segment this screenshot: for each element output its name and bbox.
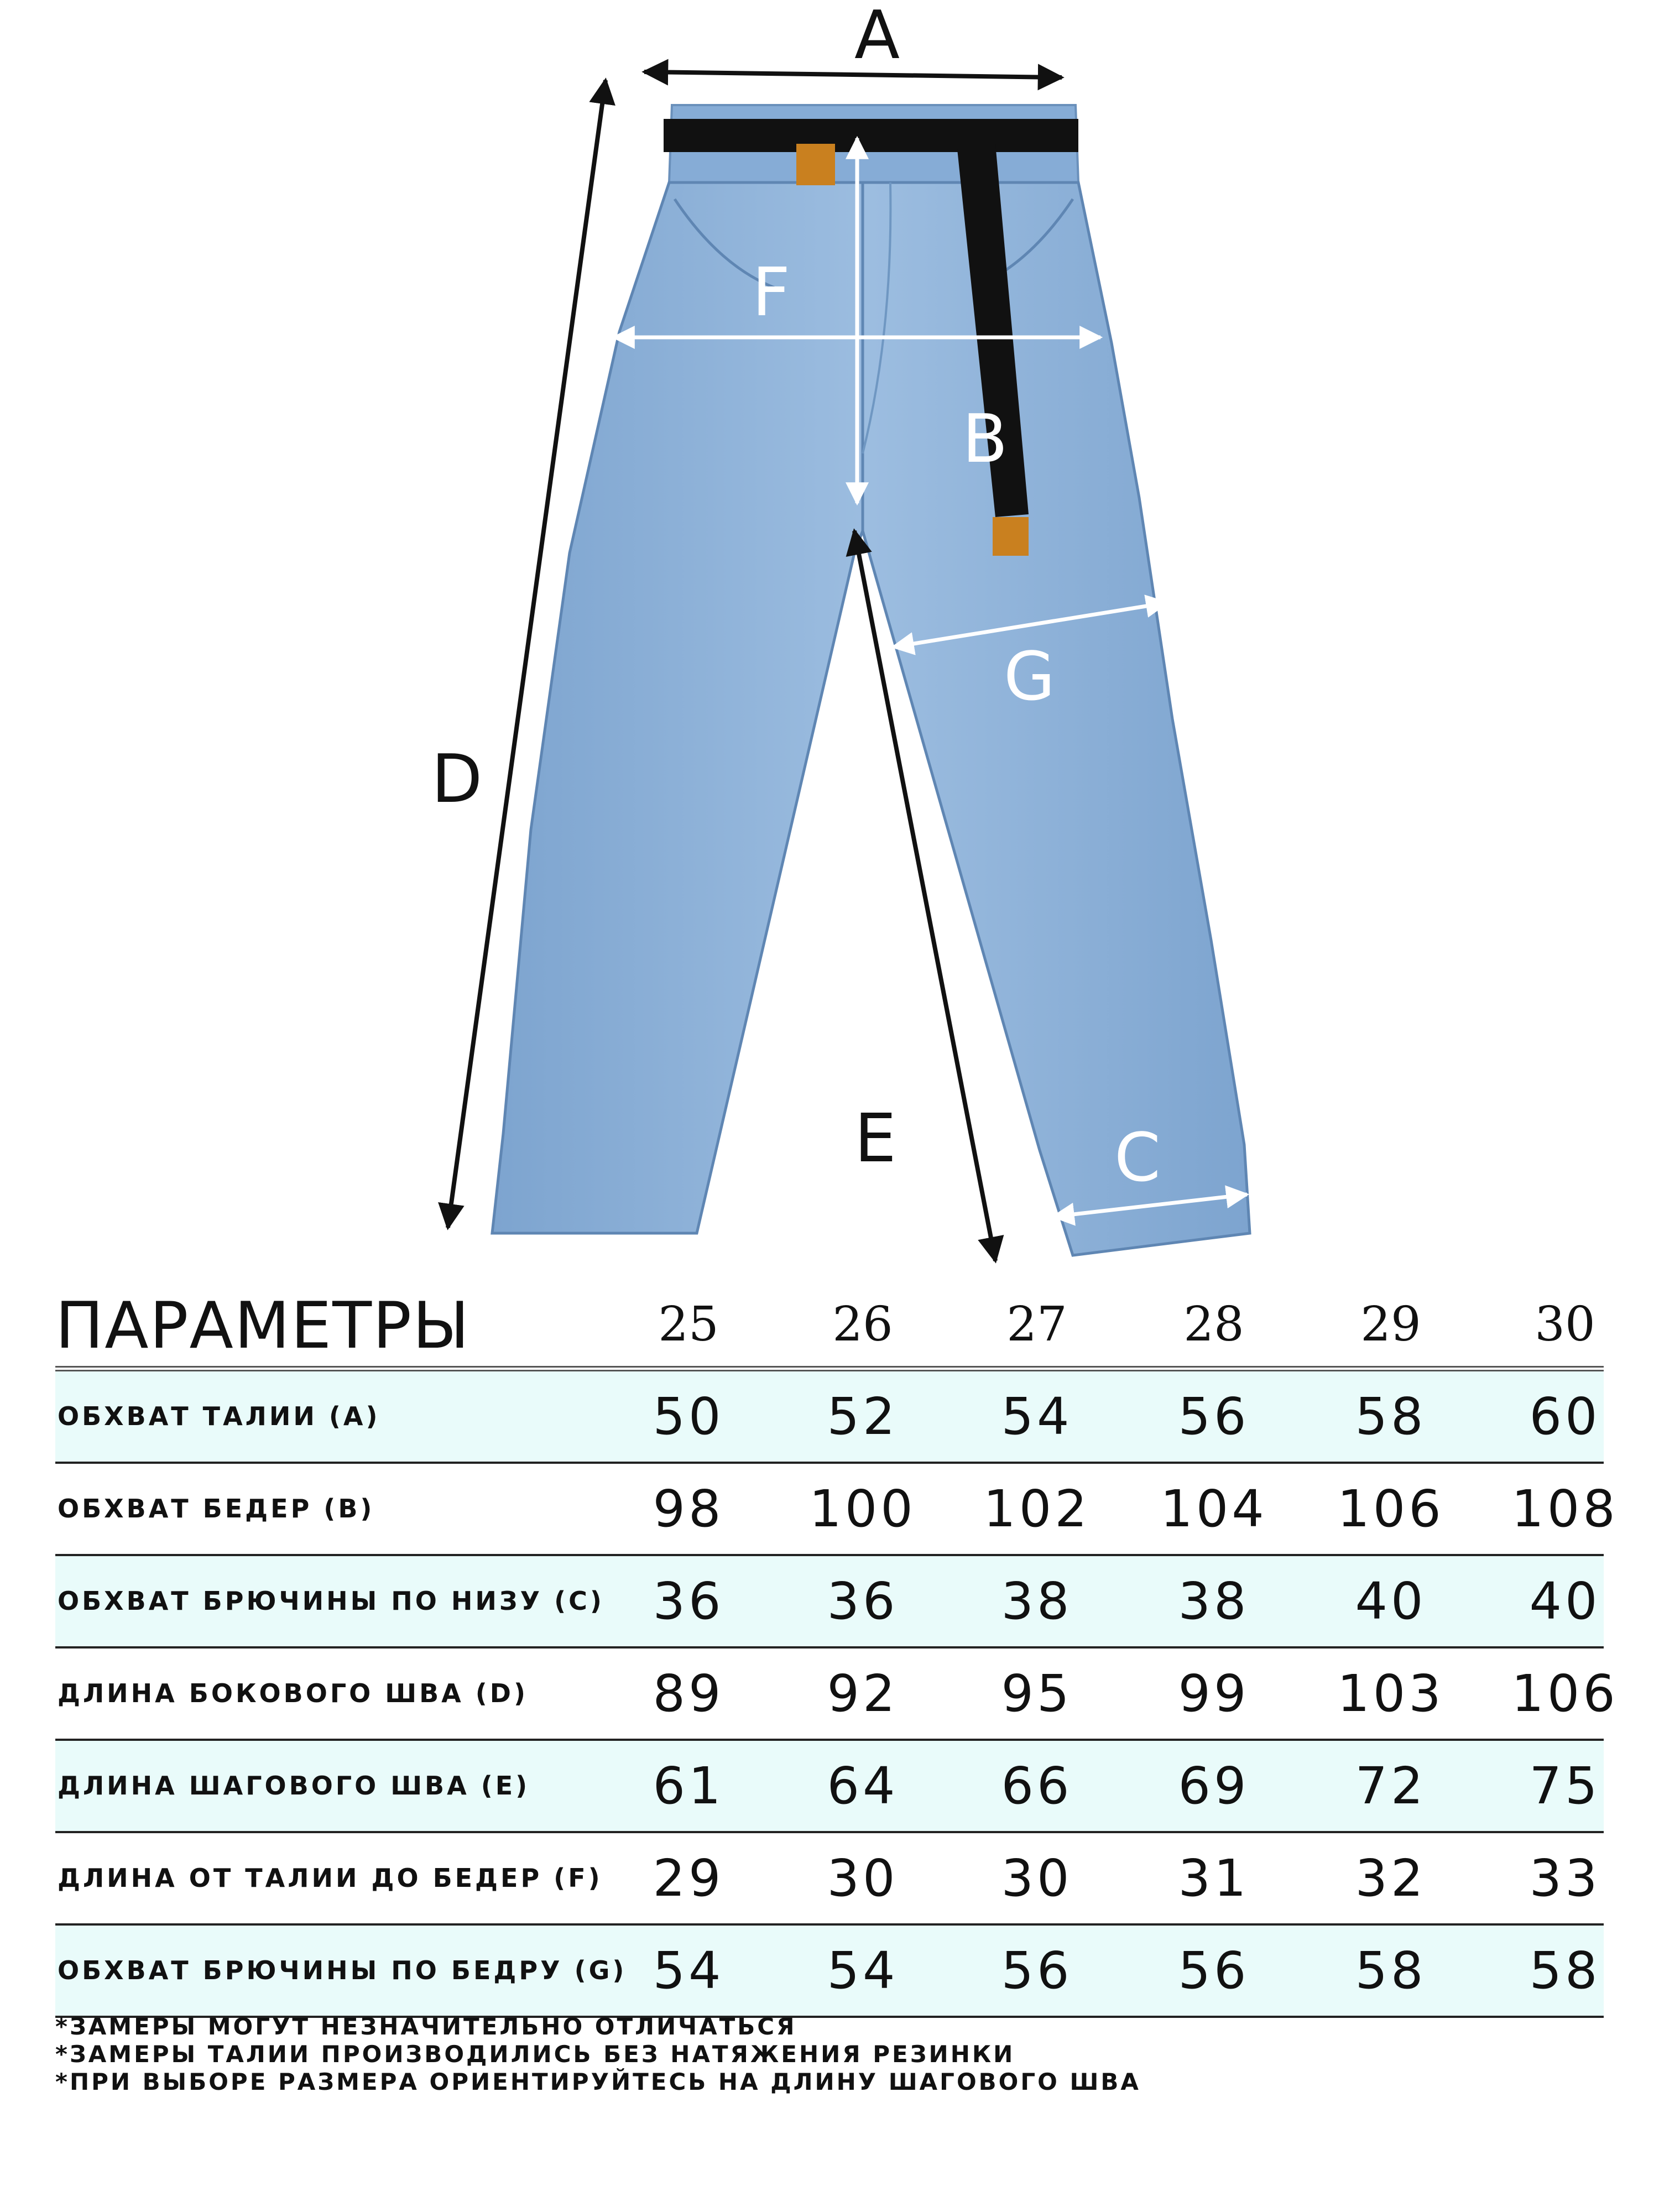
size-col-28: 28 xyxy=(1183,1297,1244,1352)
table-cell: 52 xyxy=(827,1387,899,1446)
table-cell: 92 xyxy=(827,1664,899,1723)
table-cell: 98 xyxy=(653,1479,724,1538)
label-d: D xyxy=(431,741,483,818)
table-row xyxy=(55,1464,1619,1556)
table-cell: 58 xyxy=(1529,1941,1601,2000)
table-cell: 58 xyxy=(1355,1387,1427,1446)
table-cell: 75 xyxy=(1529,1756,1601,1815)
table-cell: 102 xyxy=(983,1479,1091,1538)
table-cell: 36 xyxy=(827,1572,899,1631)
label-a: A xyxy=(854,0,900,74)
row-label: ОБХВАТ БРЮЧИНЫ ПО БЕДРУ (G) xyxy=(58,1955,627,1985)
label-e: E xyxy=(854,1100,896,1177)
table-cell: 99 xyxy=(1178,1664,1250,1723)
size-col-26: 26 xyxy=(832,1297,893,1352)
footnote: *ЗАМЕРЫ МОГУТ НЕЗНАЧИТЕЛЬНО ОТЛИЧАТЬСЯ xyxy=(55,2013,797,2040)
table-cell: 106 xyxy=(1511,1664,1619,1723)
table-cell: 40 xyxy=(1529,1572,1601,1631)
table-cell: 54 xyxy=(653,1941,724,2000)
label-g: G xyxy=(1004,639,1055,716)
table-cell: 38 xyxy=(1178,1572,1250,1631)
table-cell: 69 xyxy=(1178,1756,1250,1815)
row-label: ОБХВАТ БЕДЕР (В) xyxy=(58,1494,375,1524)
table-cell: 40 xyxy=(1355,1572,1427,1631)
table-row xyxy=(55,1926,1604,2018)
table-cell: 108 xyxy=(1511,1479,1619,1538)
table-cell: 30 xyxy=(827,1849,899,1908)
table-cell: 50 xyxy=(653,1387,724,1446)
table-cell: 66 xyxy=(1001,1756,1073,1815)
table-cell: 100 xyxy=(809,1479,916,1538)
table-cell: 58 xyxy=(1355,1941,1427,2000)
belt-tag xyxy=(796,144,835,185)
table-cell: 103 xyxy=(1337,1664,1444,1723)
table-cell: 104 xyxy=(1160,1479,1267,1538)
table-cell: 60 xyxy=(1529,1387,1601,1446)
size-col-25: 25 xyxy=(658,1297,719,1352)
table-cell: 72 xyxy=(1355,1756,1427,1815)
table-cell: 54 xyxy=(1001,1387,1073,1446)
jeans-body xyxy=(492,182,1250,1255)
table-header xyxy=(55,1266,1604,1371)
table-cell: 33 xyxy=(1529,1849,1601,1908)
table-cell: 36 xyxy=(653,1572,724,1631)
row-label: ДЛИНА БОКОВОГО ШВА (D) xyxy=(58,1678,528,1708)
table-cell: 31 xyxy=(1178,1849,1250,1908)
label-b: B xyxy=(962,401,1008,478)
belt xyxy=(664,119,1078,152)
table-cell: 89 xyxy=(653,1664,724,1723)
size-table xyxy=(55,1266,1619,2018)
table-cell: 29 xyxy=(653,1849,724,1908)
table-cell: 95 xyxy=(1001,1664,1073,1723)
table-title: ПАРАМЕТРЫ xyxy=(55,1288,471,1363)
table-body xyxy=(55,1371,1619,2018)
table-cell: 64 xyxy=(827,1756,899,1815)
jeans-image xyxy=(492,105,1250,1255)
table-row xyxy=(55,1741,1604,1833)
table-row xyxy=(55,1556,1604,1648)
table-cell: 30 xyxy=(1001,1849,1073,1908)
footnotes xyxy=(55,2013,1604,2096)
table-row xyxy=(55,1371,1604,1464)
table-cell: 54 xyxy=(827,1941,899,2000)
size-col-27: 27 xyxy=(1006,1297,1067,1352)
size-col-30: 30 xyxy=(1535,1297,1595,1352)
label-c: C xyxy=(1114,1120,1161,1197)
table-row xyxy=(55,1648,1619,1741)
table-cell: 106 xyxy=(1337,1479,1444,1538)
row-label: ДЛИНА ШАГОВОГО ШВА (E) xyxy=(58,1771,530,1801)
row-label: ОБХВАТ БРЮЧИНЫ ПО НИЗУ (С) xyxy=(58,1586,604,1616)
size-col-29: 29 xyxy=(1360,1297,1421,1352)
table-row xyxy=(55,1833,1604,1926)
table-cell: 61 xyxy=(653,1756,724,1815)
footnote: *ПРИ ВЫБОРЕ РАЗМЕРА ОРИЕНТИРУЙТЕСЬ НА ДЛИНУ ШАГОВОГО ШВА xyxy=(55,2068,1141,2095)
footnote: *ЗАМЕРЫ ТАЛИИ ПРОИЗВОДИЛИСЬ БЕЗ НАТЯЖЕНИЯ РЕЗИНКИ xyxy=(55,2041,1015,2068)
label-f: F xyxy=(752,254,791,331)
table-cell: 38 xyxy=(1001,1572,1073,1631)
row-label: ОБХВАТ ТАЛИИ (А) xyxy=(58,1401,380,1431)
table-cell: 56 xyxy=(1178,1941,1250,2000)
table-cell: 32 xyxy=(1355,1849,1427,1908)
table-cell: 56 xyxy=(1178,1387,1250,1446)
table-cell: 56 xyxy=(1001,1941,1073,2000)
row-label: ДЛИНА ОТ ТАЛИИ ДО БЕДЕР (F) xyxy=(58,1863,603,1893)
